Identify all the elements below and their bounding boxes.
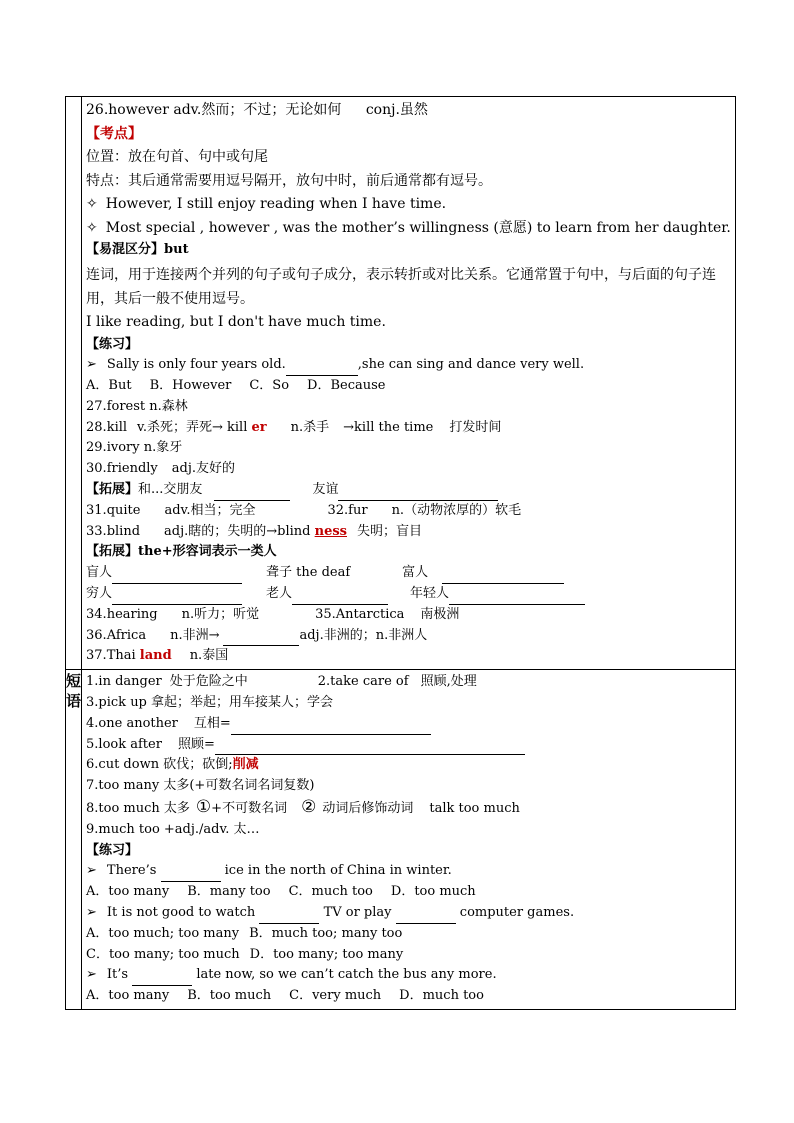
phrase-7: 7.too many 太多(+可数名词名词复数) — [86, 778, 315, 794]
phrases-label-char-1: 短 — [66, 672, 82, 691]
phrases-content-cell — [82, 670, 736, 1010]
question-sally: ➢ Sally is only four years old. ,she can sing and dance very well. — [86, 355, 731, 376]
position-text: 位置：放在句首、句中或句尾 — [86, 149, 269, 165]
practice-heading-2: 【练习】 — [86, 842, 139, 858]
item-26: 26.however adv.然而；不过；无论如何 conj.虽然 — [86, 102, 428, 118]
people-row-1: 盲人 聋子 the deaf 富人 — [86, 563, 731, 584]
extension-friends: 【拓展】和...交朋友 友谊 — [86, 480, 731, 501]
people-row-2: 穷人 老人 年轻人 — [86, 584, 731, 605]
words-label-cell — [66, 97, 82, 670]
answer-blank[interactable] — [449, 604, 585, 605]
phrase-3: 3.pick up 拿起；举起；用车接某人；学会 — [86, 695, 334, 711]
phrase-5: 5.look after 照顾= — [86, 735, 731, 756]
item-33: 33.blind adj.瞎的；失明的→blind ness 失明；盲目 — [86, 523, 423, 539]
phrase-9: 9.much too +adj./adv. 太… — [86, 821, 260, 837]
options-watch-tv-cd: C．too many; too much D．too many; too many — [86, 946, 404, 962]
example-but: I like reading, but I don't have much time. — [86, 314, 386, 330]
phrases-row — [66, 670, 736, 1010]
example-however-1: ✧ However, I still enjoy reading when I have time. — [86, 196, 447, 212]
phrase-6: 6.cut down 砍伐；砍倒;削减 — [86, 757, 259, 773]
options-sally: A．But B．However C．So D．Because — [86, 378, 386, 394]
item-27: 27.forest n.森林 — [86, 398, 188, 414]
diamond-bullet-icon: ✧ — [86, 219, 98, 236]
item-29: 29.ivory n.象牙 — [86, 440, 183, 456]
words-row — [66, 97, 736, 670]
question-theres: ➢ There’s ice in the north of China in winter. — [86, 861, 731, 882]
items-34-35: 34.hearing n.听力；听觉 35.Antarctica 南极洲 — [86, 606, 460, 622]
phrases-label-char-2: 语 — [66, 692, 82, 711]
item-28: 28.kill v.杀死；弄死→ kill er n.杀手 →kill the time 打发时间 — [86, 419, 502, 435]
feature-text: 特点：其后通常需要用逗号隔开，放句中时，前后通常都有逗号。 — [86, 172, 493, 189]
answer-blank[interactable] — [223, 645, 299, 646]
options-late: A．too many B．too much C．very much D．much too — [86, 988, 484, 1004]
phrases-1-2: 1.in danger 处于危险之中 2.take care of 照顾,处理 — [86, 674, 477, 690]
answer-blank[interactable] — [396, 923, 456, 924]
confuse-heading: 【易混区分】but — [86, 242, 189, 257]
phrase-4: 4.one another 互相= — [86, 714, 731, 735]
kaodian-heading: 【考点】 — [86, 125, 143, 142]
diamond-bullet-icon: ✧ — [86, 196, 98, 212]
arrow-bullet-icon: ➢ — [86, 357, 97, 373]
options-theres: A．too many B．many too C．much too D．too much — [86, 884, 476, 900]
circled-two-icon: ② — [301, 797, 317, 818]
question-late: ➢ It’s late now, so we can’t catch the bus any more. — [86, 965, 731, 986]
vocabulary-table — [65, 96, 736, 1010]
phrase-8: 8.too much 太多 ①+不可数名词 ② 动词后修饰动词 talk too much — [86, 797, 520, 818]
practice-heading-1: 【练习】 — [86, 336, 139, 352]
conj-description: 连词，用于连接两个并列的句子或句子成分，表示转折或对比关系。它通常置于句中，与后面的句子连用，其后一般不使用逗号。 — [86, 267, 717, 307]
answer-blank[interactable] — [215, 754, 525, 755]
extension-the-adjective: 【拓展】the+形容词表示一类人 — [86, 544, 277, 560]
item-36: 36.Africa n.非洲→ adj.非洲的；n.非洲人 — [86, 626, 731, 647]
arrow-bullet-icon: ➢ — [86, 863, 97, 879]
arrow-bullet-icon: ➢ — [86, 967, 97, 983]
items-31-32: 31.quite adv.相当；完全 32.fur n.（动物浓厚的）软毛 — [86, 502, 522, 518]
item-37: 37.Thai land n.泰国 — [86, 648, 229, 664]
example-however-2: ✧ Most special , however , was the mother’s willingness (意愿) to learn from her daughter. — [86, 219, 731, 236]
words-content-cell — [82, 97, 736, 670]
question-watch-tv: ➢ It is not good to watch TV or play computer games. — [86, 903, 731, 924]
phrases-label-cell — [66, 670, 82, 1010]
item-30: 30.friendly adj.友好的 — [86, 461, 236, 477]
circled-one-icon: ① — [195, 797, 212, 818]
arrow-bullet-icon: ➢ — [86, 905, 97, 921]
options-watch-tv-ab: A．too much; too many B．much too; many too — [86, 925, 403, 941]
